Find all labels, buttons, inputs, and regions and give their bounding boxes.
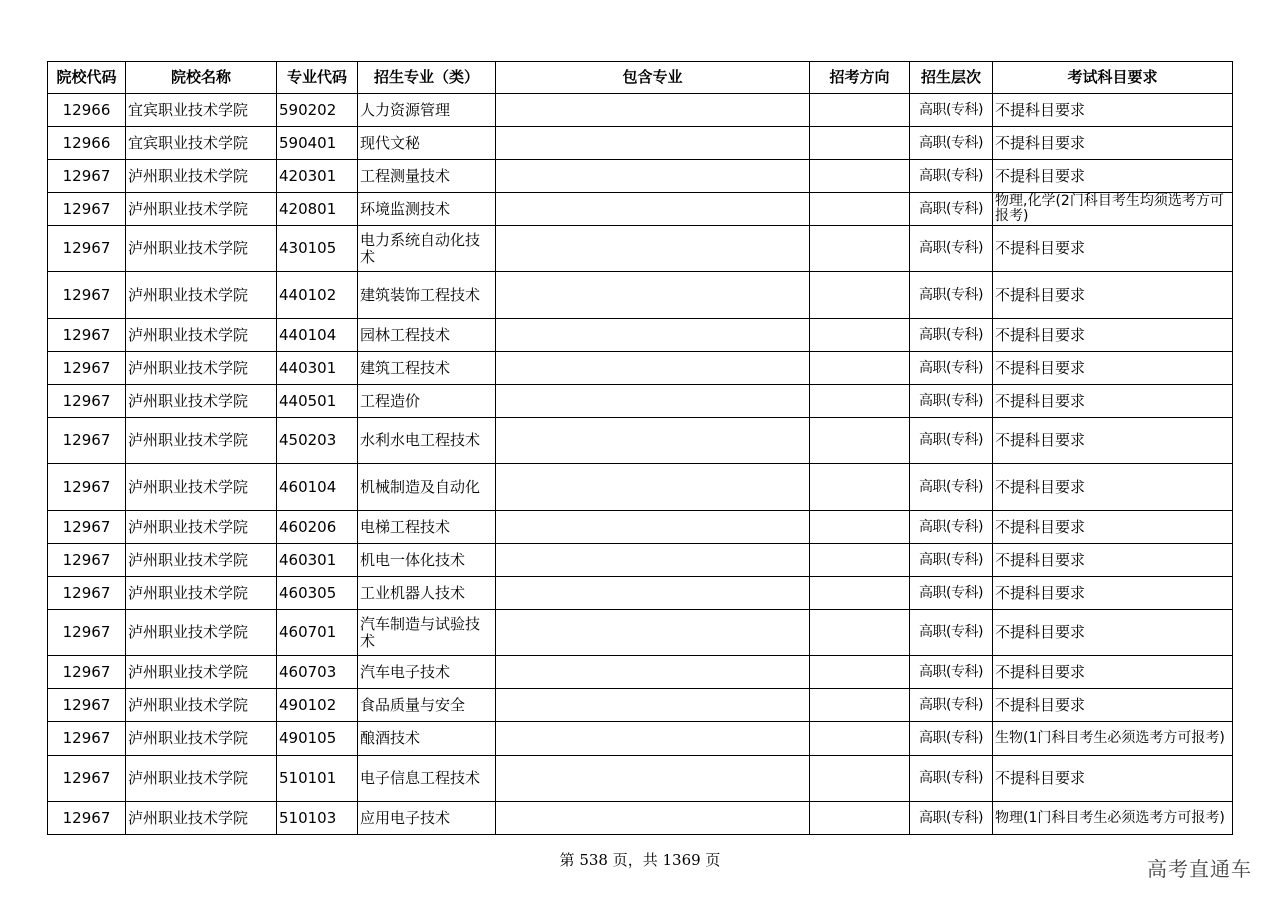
table-row: [48, 160, 1233, 193]
cell-major-code: 510103: [277, 802, 358, 835]
cell-school-name: 泸州职业技术学院: [126, 689, 277, 722]
table-row: [48, 544, 1233, 577]
cell-subject-requirements: 不提科目要求: [993, 656, 1233, 689]
cell-included-majors: [496, 94, 810, 127]
cell-school-name: 宜宾职业技术学院: [126, 127, 277, 160]
cell-major: 工业机器人技术: [358, 577, 496, 610]
cell-level: 高职(专科): [910, 226, 993, 272]
cell-direction: [810, 610, 910, 656]
cell-major-code: 460305: [277, 577, 358, 610]
cell-subject-requirements: 不提科目要求: [993, 160, 1233, 193]
table-row: [48, 418, 1233, 464]
table-row: [48, 272, 1233, 319]
cell-included-majors: [496, 127, 810, 160]
cell-level: 高职(专科): [910, 610, 993, 656]
cell-subject-requirements: 生物(1门科目考生必须选考方可报考): [993, 722, 1233, 756]
cell-school-name: 泸州职业技术学院: [126, 756, 277, 802]
cell-school-code: 12967: [48, 352, 126, 385]
cell-level: 高职(专科): [910, 511, 993, 544]
cell-major-code: 510101: [277, 756, 358, 802]
cell-school-code: 12967: [48, 272, 126, 319]
cell-level: 高职(专科): [910, 352, 993, 385]
cell-major: 应用电子技术: [358, 802, 496, 835]
cell-school-name: 泸州职业技术学院: [126, 272, 277, 319]
table-row: [48, 577, 1233, 610]
cell-major: 电子信息工程技术: [358, 756, 496, 802]
cell-school-code: 12967: [48, 418, 126, 464]
cell-level: 高职(专科): [910, 656, 993, 689]
cell-school-code: 12967: [48, 160, 126, 193]
table-row: [48, 802, 1233, 835]
cell-included-majors: [496, 193, 810, 226]
cell-major: 建筑装饰工程技术: [358, 272, 496, 319]
cell-subject-requirements: 物理(1门科目考生必须选考方可报考): [993, 802, 1233, 835]
cell-level: 高职(专科): [910, 272, 993, 319]
cell-included-majors: [496, 544, 810, 577]
cell-direction: [810, 272, 910, 319]
cell-major-code: 490105: [277, 722, 358, 756]
cell-subject-requirements: 不提科目要求: [993, 544, 1233, 577]
cell-included-majors: [496, 385, 810, 418]
cell-school-code: 12967: [48, 610, 126, 656]
cell-subject-requirements: 不提科目要求: [993, 385, 1233, 418]
cell-direction: [810, 160, 910, 193]
cell-major-code: 490102: [277, 689, 358, 722]
cell-included-majors: [496, 689, 810, 722]
cell-direction: [810, 352, 910, 385]
cell-level: 高职(专科): [910, 127, 993, 160]
cell-major: 汽车电子技术: [358, 656, 496, 689]
cell-major-code: 420801: [277, 193, 358, 226]
header-school-name: 院校名称: [126, 62, 277, 94]
cell-level: 高职(专科): [910, 319, 993, 352]
table-row: [48, 127, 1233, 160]
header-direction: 招考方向: [810, 62, 910, 94]
cell-subject-requirements: 不提科目要求: [993, 94, 1233, 127]
cell-subject-requirements: 不提科目要求: [993, 352, 1233, 385]
cell-direction: [810, 689, 910, 722]
cell-major: 汽车制造与试验技术: [358, 610, 496, 656]
cell-school-code: 12966: [48, 94, 126, 127]
cell-major: 水利水电工程技术: [358, 418, 496, 464]
cell-school-code: 12967: [48, 511, 126, 544]
cell-major: 园林工程技术: [358, 319, 496, 352]
cell-included-majors: [496, 511, 810, 544]
cell-school-name: 泸州职业技术学院: [126, 160, 277, 193]
cell-school-code: 12967: [48, 193, 126, 226]
header-row: [48, 62, 1233, 94]
cell-school-code: 12967: [48, 802, 126, 835]
header-level: 招生层次: [910, 62, 993, 94]
cell-included-majors: [496, 226, 810, 272]
cell-major-code: 460701: [277, 610, 358, 656]
cell-major: 环境监测技术: [358, 193, 496, 226]
table-row: [48, 511, 1233, 544]
cell-school-code: 12967: [48, 319, 126, 352]
table-row: [48, 656, 1233, 689]
cell-school-name: 泸州职业技术学院: [126, 511, 277, 544]
cell-school-code: 12967: [48, 544, 126, 577]
cell-level: 高职(专科): [910, 722, 993, 756]
cell-level: 高职(专科): [910, 160, 993, 193]
cell-school-code: 12966: [48, 127, 126, 160]
cell-subject-requirements: 不提科目要求: [993, 418, 1233, 464]
cell-level: 高职(专科): [910, 544, 993, 577]
header-major: 招生专业（类）: [358, 62, 496, 94]
cell-direction: [810, 722, 910, 756]
cell-included-majors: [496, 352, 810, 385]
cell-school-name: 泸州职业技术学院: [126, 226, 277, 272]
cell-major: 人力资源管理: [358, 94, 496, 127]
cell-direction: [810, 193, 910, 226]
table-row: [48, 385, 1233, 418]
table-row: [48, 722, 1233, 756]
cell-major-code: 450203: [277, 418, 358, 464]
cell-major: 食品质量与安全: [358, 689, 496, 722]
cell-level: 高职(专科): [910, 577, 993, 610]
cell-included-majors: [496, 418, 810, 464]
cell-direction: [810, 385, 910, 418]
cell-school-name: 泸州职业技术学院: [126, 319, 277, 352]
cell-subject-requirements: 不提科目要求: [993, 319, 1233, 352]
cell-subject-requirements: 不提科目要求: [993, 577, 1233, 610]
table-row: [48, 193, 1233, 226]
header-major-code: 专业代码: [277, 62, 358, 94]
cell-level: 高职(专科): [910, 756, 993, 802]
table-row: [48, 610, 1233, 656]
cell-direction: [810, 511, 910, 544]
cell-included-majors: [496, 656, 810, 689]
cell-school-name: 泸州职业技术学院: [126, 722, 277, 756]
cell-direction: [810, 656, 910, 689]
cell-major-code: 590401: [277, 127, 358, 160]
cell-direction: [810, 756, 910, 802]
header-school-code: 院校代码: [48, 62, 126, 94]
cell-major: 现代文秘: [358, 127, 496, 160]
cell-included-majors: [496, 464, 810, 511]
cell-major: 建筑工程技术: [358, 352, 496, 385]
table-row: [48, 352, 1233, 385]
header-included-majors: 包含专业: [496, 62, 810, 94]
cell-direction: [810, 802, 910, 835]
cell-school-code: 12967: [48, 689, 126, 722]
cell-major-code: 440102: [277, 272, 358, 319]
cell-major-code: 460104: [277, 464, 358, 511]
cell-direction: [810, 94, 910, 127]
cell-school-code: 12967: [48, 385, 126, 418]
cell-subject-requirements: 不提科目要求: [993, 272, 1233, 319]
cell-included-majors: [496, 610, 810, 656]
cell-major-code: 440501: [277, 385, 358, 418]
cell-subject-requirements: 不提科目要求: [993, 464, 1233, 511]
cell-direction: [810, 544, 910, 577]
cell-level: 高职(专科): [910, 689, 993, 722]
cell-subject-requirements: 不提科目要求: [993, 610, 1233, 656]
cell-major-code: 430105: [277, 226, 358, 272]
cell-level: 高职(专科): [910, 193, 993, 226]
cell-subject-requirements: 不提科目要求: [993, 689, 1233, 722]
cell-major: 电梯工程技术: [358, 511, 496, 544]
cell-direction: [810, 319, 910, 352]
cell-school-name: 泸州职业技术学院: [126, 802, 277, 835]
cell-school-name: 泸州职业技术学院: [126, 610, 277, 656]
cell-level: 高职(专科): [910, 802, 993, 835]
table-row: [48, 226, 1233, 272]
cell-school-name: 泸州职业技术学院: [126, 193, 277, 226]
cell-school-name: 宜宾职业技术学院: [126, 94, 277, 127]
cell-included-majors: [496, 802, 810, 835]
cell-major: 工程造价: [358, 385, 496, 418]
cell-direction: [810, 226, 910, 272]
cell-major: 机械制造及自动化: [358, 464, 496, 511]
cell-subject-requirements: 不提科目要求: [993, 511, 1233, 544]
cell-included-majors: [496, 160, 810, 193]
cell-included-majors: [496, 319, 810, 352]
table-row: [48, 464, 1233, 511]
cell-included-majors: [496, 577, 810, 610]
watermark: 高考直通车: [1147, 857, 1252, 881]
cell-major: 机电一体化技术: [358, 544, 496, 577]
cell-school-name: 泸州职业技术学院: [126, 352, 277, 385]
cell-subject-requirements: 不提科目要求: [993, 127, 1233, 160]
cell-direction: [810, 127, 910, 160]
cell-included-majors: [496, 722, 810, 756]
cell-direction: [810, 464, 910, 511]
cell-school-code: 12967: [48, 656, 126, 689]
cell-level: 高职(专科): [910, 94, 993, 127]
table-row: [48, 94, 1233, 127]
cell-school-code: 12967: [48, 577, 126, 610]
cell-subject-requirements: 物理,化学(2门科目考生均须选考方可报考): [993, 193, 1233, 226]
page-number: 第 538 页，共 1369 页: [559, 851, 721, 869]
cell-school-name: 泸州职业技术学院: [126, 544, 277, 577]
cell-level: 高职(专科): [910, 418, 993, 464]
cell-included-majors: [496, 756, 810, 802]
cell-subject-requirements: 不提科目要求: [993, 756, 1233, 802]
cell-school-name: 泸州职业技术学院: [126, 656, 277, 689]
cell-major-code: 460206: [277, 511, 358, 544]
cell-major-code: 460703: [277, 656, 358, 689]
header-subject-requirements: 考试科目要求: [993, 62, 1233, 94]
table-header: [48, 62, 1233, 94]
cell-major-code: 440104: [277, 319, 358, 352]
cell-included-majors: [496, 272, 810, 319]
cell-major: 电力系统自动化技术: [358, 226, 496, 272]
table-row: [48, 689, 1233, 722]
cell-level: 高职(专科): [910, 464, 993, 511]
cell-level: 高职(专科): [910, 385, 993, 418]
admissions-table: [47, 61, 1233, 835]
cell-school-code: 12967: [48, 722, 126, 756]
table-row: [48, 756, 1233, 802]
cell-major-code: 420301: [277, 160, 358, 193]
cell-school-code: 12967: [48, 464, 126, 511]
cell-school-name: 泸州职业技术学院: [126, 577, 277, 610]
cell-major-code: 460301: [277, 544, 358, 577]
cell-school-name: 泸州职业技术学院: [126, 464, 277, 511]
cell-school-name: 泸州职业技术学院: [126, 418, 277, 464]
cell-major-code: 590202: [277, 94, 358, 127]
cell-major: 酿酒技术: [358, 722, 496, 756]
cell-school-name: 泸州职业技术学院: [126, 385, 277, 418]
table-row: [48, 319, 1233, 352]
table-body: [48, 94, 1233, 835]
cell-direction: [810, 418, 910, 464]
cell-direction: [810, 577, 910, 610]
cell-major-code: 440301: [277, 352, 358, 385]
cell-school-code: 12967: [48, 756, 126, 802]
cell-major: 工程测量技术: [358, 160, 496, 193]
cell-subject-requirements: 不提科目要求: [993, 226, 1233, 272]
cell-school-code: 12967: [48, 226, 126, 272]
